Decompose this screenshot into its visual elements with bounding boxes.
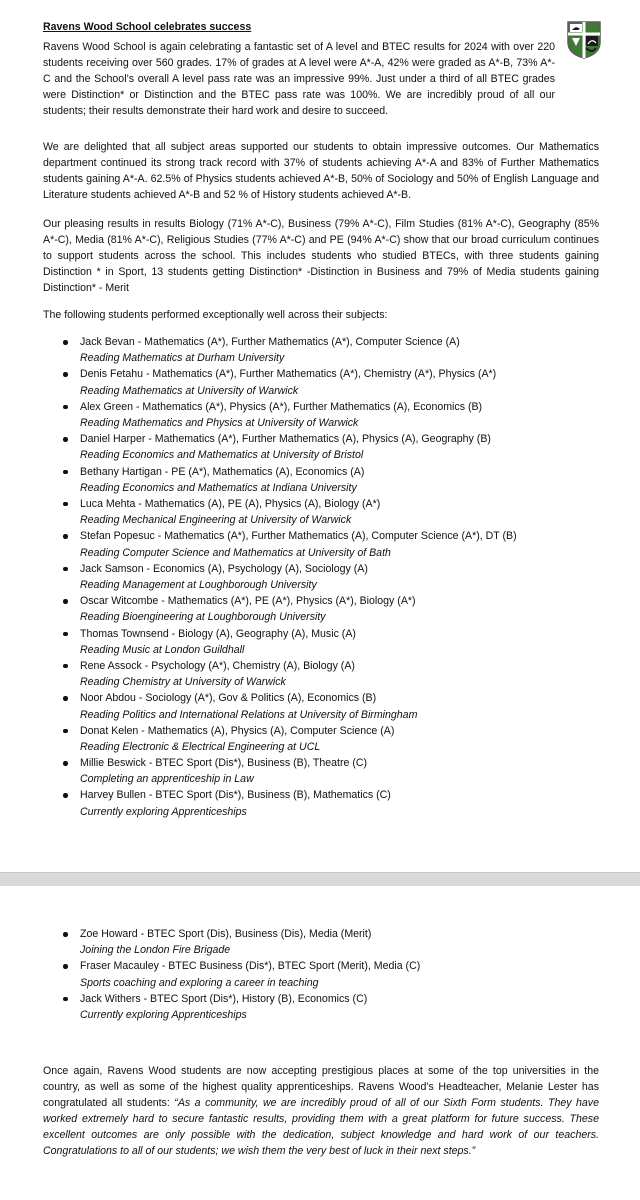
student-destination: Reading Mathematics and Physics at University of Warwick: [80, 416, 359, 429]
student-grades: Rene Assock - Psychology (A*), Chemistry (A), Biology (A): [80, 659, 355, 672]
student-grades: Alex Green - Mathematics (A*), Physics (A*), Further Mathematics (A), Economics (B): [80, 400, 483, 413]
student-destination: Reading Computer Science and Mathematics at University of Bath: [80, 546, 391, 559]
list-item: [43, 958, 599, 990]
student-grades: Stefan Popesuc - Mathematics (A*), Further Mathematics (A), Computer Science (A*), DT (B): [80, 530, 517, 543]
bullet-icon: [63, 502, 68, 507]
list-item: [43, 334, 599, 366]
student-destination: Completing an apprenticeship in Law: [80, 773, 254, 786]
student-destination: Joining the London Fire Brigade: [80, 944, 231, 957]
student-destination: Reading Bioengineering at Loughborough University: [80, 611, 326, 624]
student-grades: Fraser Macauley - BTEC Business (Dis*), BTEC Sport (Merit), Media (C): [80, 960, 421, 973]
list-item: [43, 431, 599, 463]
bullet-icon: [63, 761, 68, 766]
list-item: [43, 593, 599, 625]
list-item: [43, 561, 599, 593]
bullet-icon: [63, 793, 68, 798]
student-destination: Currently exploring Apprenticeships: [80, 1008, 247, 1021]
page-title: Ravens Wood School celebrates success: [43, 21, 252, 33]
student-grades: Jack Bevan - Mathematics (A*), Further Mathematics (A*), Computer Science (A): [80, 336, 460, 348]
list-item: [43, 991, 599, 1023]
bullet-icon: [63, 696, 68, 701]
list-item: [43, 723, 599, 755]
bullet-icon: [63, 437, 68, 442]
list-item: [43, 366, 599, 398]
list-item: [43, 496, 599, 528]
student-grades: Harvey Bullen - BTEC Sport (Dis*), Business (B), Mathematics (C): [80, 789, 391, 802]
list-item: [43, 787, 599, 819]
bullet-icon: [63, 470, 68, 475]
bullet-icon: [63, 372, 68, 377]
list-item: [43, 755, 599, 787]
student-grades: Jack Withers - BTEC Sport (Dis*), History (B), Economics (C): [80, 992, 368, 1005]
student-destination: Currently exploring Apprenticeships: [80, 805, 247, 818]
headteacher-quote: “As a community, we are incredibly proud of all of our Sixth Form students. They have worked extremely hard to secure fantastic results, providing them with a great platform for future success. These excellent outcomes are only possible with the dedication, subject knowledge and hard work of our teachers. Congratulations to all of our students; we wish them the very best of luck in their next steps.”: [43, 1096, 599, 1157]
bullet-icon: [63, 340, 68, 345]
student-destination: Reading Music at London Guildhall: [80, 643, 245, 656]
paragraph-results-overview: Ravens Wood School is again celebrating a fantastic set of A level and BTEC results for 2024 with over 220 students receiving over 560 grades. 17% of grades at A level were A*-A, 42% were graded as A*-B, 73% A*-C and the School’s overall A level pass rate was an impressive 99%. Just under a third of all BTEC grades were Distinction* or Distinction and the BTEC pass rate was 100%. We are incredibly proud of all our students; their results demonstrate their hard work and desire to succeed.: [43, 41, 555, 117]
list-item: [43, 690, 599, 722]
bullet-icon: [63, 632, 68, 637]
student-grades: Oscar Witcombe - Mathematics (A*), PE (A*), Physics (A*), Biology (A*): [80, 595, 416, 608]
bullet-icon: [63, 729, 68, 734]
student-grades: Luca Mehta - Mathematics (A), PE (A), Physics (A), Biology (A*): [80, 497, 381, 510]
student-destination: Reading Politics and International Relations at University of Birmingham: [80, 708, 418, 721]
list-item: [43, 626, 599, 658]
list-item: [43, 926, 599, 958]
student-list-continued: [43, 926, 599, 1023]
student-destination: Reading Chemistry at University of Warwick: [80, 676, 286, 689]
paragraph-subject-outcomes: We are delighted that all subject areas supported our students to obtain impressive outcomes. Our Mathematics department continued its strong track record with 37% of students achieving A*-A and 83% of Further Mathematics students gaining A*-A. 62.5% of Physics students achieved A*-B, 50% of Sociology and 50% of English Language and Literature students achieved A*-B and 52 % of History students achieved A*-B.: [43, 141, 599, 201]
list-item: [43, 528, 599, 560]
student-destination: Reading Mathematics at University of Warwick: [80, 384, 299, 397]
bullet-icon: [63, 997, 68, 1002]
student-grades: Noor Abdou - Sociology (A*), Gov & Politics (A), Economics (B): [80, 692, 377, 705]
student-destination: Reading Mathematics at Durham University: [80, 352, 285, 365]
document-page-2: [0, 886, 640, 1200]
student-grades: Daniel Harper - Mathematics (A*), Further Mathematics (A), Physics (A), Geography (B): [80, 433, 491, 446]
student-grades: Zoe Howard - BTEC Sport (Dis), Business (Dis), Media (Merit): [80, 928, 372, 940]
paragraph-broad-curriculum: Our pleasing results in results Biology (71% A*-C), Business (79% A*-C), Film Studies (81% A*-C), Geography (85% A*-C), Media (81% A*-C), Religious Studies (77% A*-C) and PE (94% A*-C) show that our broad curriculum continues to support students across the school. This includes students who studied BTECs, with three students gaining Distinction * in Sport, 13 students getting Distinction* -Distinction in Business and 79% of Media students gaining Distinction* - Merit: [43, 218, 599, 294]
bullet-icon: [63, 664, 68, 669]
bullet-icon: [63, 964, 68, 969]
student-destination: Reading Mechanical Engineering at University of Warwick: [80, 514, 352, 527]
student-destination: Sports coaching and exploring a career in teaching: [80, 976, 319, 989]
student-destination: Reading Economics and Mathematics at Indiana University: [80, 481, 357, 494]
student-list: [43, 334, 599, 820]
student-destination: Reading Electronic & Electrical Engineering at UCL: [80, 740, 321, 753]
student-grades: Millie Beswick - BTEC Sport (Dis*), Business (B), Theatre (C): [80, 757, 368, 770]
school-crest-icon: [566, 20, 602, 60]
paragraph-closing: [43, 1064, 599, 1159]
bullet-icon: [63, 932, 68, 937]
bullet-icon: [63, 405, 68, 410]
bullet-icon: [63, 599, 68, 604]
list-item: [43, 399, 599, 431]
student-grades: Jack Samson - Economics (A), Psychology (A), Sociology (A): [80, 562, 368, 575]
student-destination: Reading Management at Loughborough University: [80, 578, 317, 591]
student-grades: Bethany Hartigan - PE (A*), Mathematics (A), Economics (A): [80, 465, 365, 478]
list-item: [43, 464, 599, 496]
student-destination: Reading Economics and Mathematics at University of Bristol: [80, 449, 364, 462]
paragraph-list-intro: The following students performed exceptionally well across their subjects:: [43, 309, 388, 321]
student-grades: Thomas Townsend - Biology (A), Geography (A), Music (A): [80, 627, 356, 640]
list-item: [43, 658, 599, 690]
bullet-icon: [63, 567, 68, 572]
student-grades: Donat Kelen - Mathematics (A), Physics (A), Computer Science (A): [80, 724, 395, 737]
student-grades: Denis Fetahu - Mathematics (A*), Further Mathematics (A*), Chemistry (A*), Physics (A*): [80, 368, 497, 381]
bullet-icon: [63, 534, 68, 539]
closing-intro: Once again, Ravens Wood students are now accepting prestigious places at some of the top universities in the country, as well as some of the highest quality apprenticeships. Ravens Wood’s Headteacher, Melanie Lester has congratulated all students:: [43, 1065, 599, 1109]
